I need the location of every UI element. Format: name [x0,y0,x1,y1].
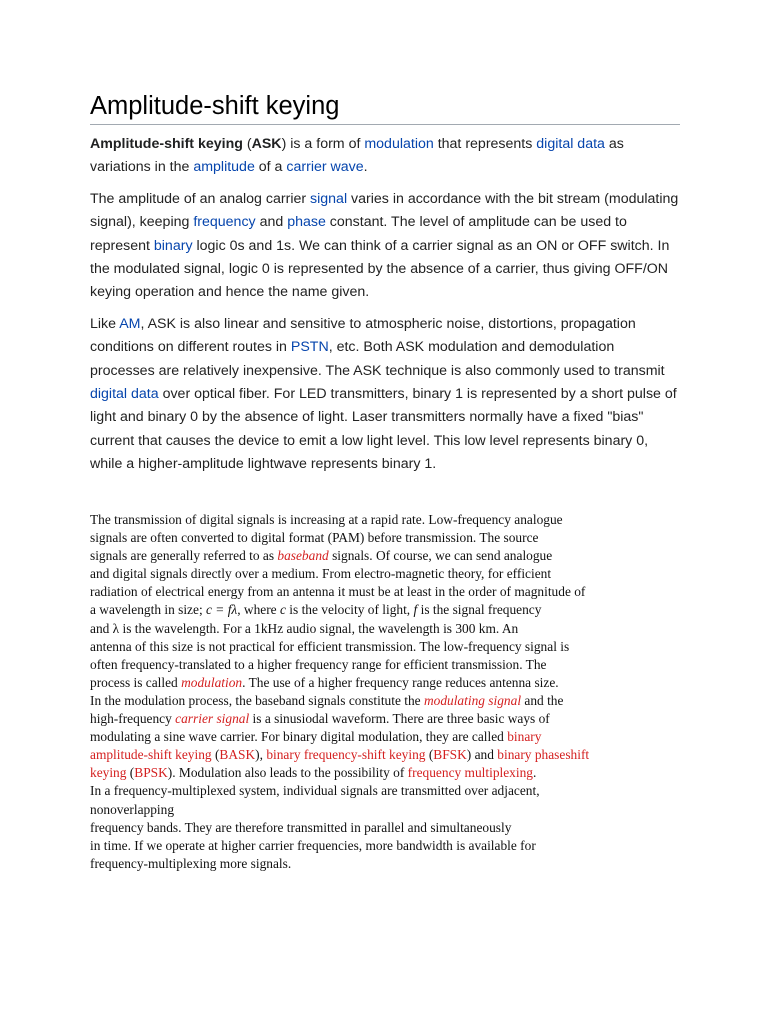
text: that represents [433,136,537,152]
text: , etc. Both ASK modulation and demodulation processes are relatively inexpensive. The ASK technique is also commonly used to transmit [90,339,665,379]
book-line [90,547,650,565]
link-am[interactable]: AM [119,315,141,332]
text: is the velocity of light, [285,602,414,618]
text: , ASK is also linear and sensitive to atmospheric noise, distortions, propagation conditions on different routes in [90,315,636,356]
text: ) is a form of [281,136,365,152]
text: a wavelength in size; [90,602,207,618]
book-line [90,692,650,710]
text: , where [237,602,280,618]
text: modulating a sine wave carrier. For binary digital modulation, they are called [90,729,508,745]
link-modulation[interactable]: modulation [364,136,434,152]
term-carrier-signal: carrier signal [175,711,250,727]
book-line: In a frequency-multiplexed system, individual signals are transmitted over adjacent, [90,783,540,799]
text: ( [126,765,135,781]
link-amplitude[interactable]: amplitude [193,159,255,176]
book-line [90,728,650,746]
term-baseband: baseband [277,548,329,564]
term-psk: binary phaseshift [497,747,590,763]
book-line [90,674,650,692]
book-line: frequency bands. They are therefore transmitted in parallel and simultaneously [90,819,512,835]
text: . [363,159,368,176]
text: In the modulation process, the baseband signals constitute the [90,692,424,708]
page-title: Amplitude-shift keying [90,90,680,125]
book-line [90,746,650,764]
text: of a [254,159,287,176]
text: process is called [90,674,182,690]
text: ( [242,136,252,152]
book-line: nonoverlapping [90,801,175,817]
bold-term: Amplitude-shift keying [90,136,243,152]
book-line [90,710,650,728]
text: and the [521,692,564,708]
text: high-frequency [90,711,176,727]
paragraph-like-am [90,313,680,477]
text: is a sinusiodal waveform. There are three basic ways of [249,711,550,727]
symbol-f: f [413,602,418,618]
intro-paragraph [90,133,680,180]
term-modulation: modulation [181,674,243,690]
link-phase[interactable]: phase [287,214,326,231]
text: ( [425,747,434,763]
paragraph-amplitude [90,188,680,305]
text: constant. The level of amplitude can be used to represent [90,214,627,254]
text: over optical fiber. For LED transmitters, binary 1 is represented by a short pulse of light and binary 0 by the absence of light. Laser transmitters normally have a fixed "bias" current that causes the device to emit a low light level. This low level represents binary 0, while a higher-amplitude lightwave represents binary 1. [90,386,677,473]
link-digital-data-2[interactable]: digital data [90,386,159,403]
text: signals. Of course, we can send analogue [328,548,553,564]
text: varies in accordance with the bit stream (modulating signal), keeping [90,190,679,231]
bold-abbrev: ASK [251,136,282,152]
link-digital-data[interactable]: digital data [536,136,605,152]
text: Like [90,315,120,332]
link-frequency[interactable]: frequency [193,214,256,231]
book-line: and digital signals directly over a medium. From electro-magnetic theory, for efficient [90,566,552,582]
text: . The use of a higher frequency range reduces antenna size. [242,674,559,690]
book-line [90,601,650,619]
text: The amplitude of an analog carrier [90,190,311,207]
link-carrier-wave[interactable]: carrier wave [286,159,364,176]
text: logic 0s and 1s. We can think of a carrier signal as an ON or OFF switch. In the modulated signal, logic 0 is represented by the absence of a carrier, thus giving OFF/ON keying operation and hence the name given. [90,237,670,301]
book-line: in time. If we operate at higher carrier frequencies, more bandwidth is available for [90,837,536,853]
term-bfsk: BFSK [433,747,467,763]
text: ). Modulation also leads to the possibility of [167,765,408,781]
term-frequency-multiplexing: frequency multiplexing [407,765,533,781]
symbol-c: c [279,602,286,618]
term-binary: binary [507,729,542,745]
text: ( [211,747,220,763]
text: ), [255,747,267,763]
text: is the signal frequency [417,602,542,618]
term-bask: BASK [219,747,256,763]
text: and [255,214,288,231]
link-pstn[interactable]: PSTN [290,339,329,356]
book-line: and λ is the wavelength. For a 1kHz audio signal, the wavelength is 300 km. An [90,620,519,636]
term-modulating-signal: modulating signal [423,692,522,708]
wiki-article [90,90,680,477]
book-line: antenna of this size is not practical for efficient transmission. The low-frequency signal is [90,638,570,654]
term-fsk: binary frequency-shift keying [266,747,426,763]
text: . [533,765,537,781]
book-line: signals are often converted to digital format (PAM) before transmission. The source [90,530,539,546]
term-bpsk: BPSK [134,765,168,781]
text: ) and [466,747,498,763]
book-line: The transmission of digital signals is increasing at a rapid rate. Low-frequency analogue [90,512,563,527]
term-ask: amplitude-shift keying [90,747,212,763]
text: signals are generally referred to as [90,548,278,564]
text: as variations in the [90,136,624,176]
book-line: radiation of electrical energy from an antenna it must be at least in the order of magnitude of [90,584,586,600]
formula: c = fλ [206,602,238,618]
book-line [90,764,650,782]
term-keying: keying [90,765,127,781]
link-binary[interactable]: binary [153,237,193,254]
link-signal[interactable]: signal [310,190,348,207]
book-line: frequency-multiplexing more signals. [90,855,292,871]
book-excerpt [90,511,650,873]
book-line: often frequency-translated to a higher frequency range for efficient transmission. The [90,656,547,672]
